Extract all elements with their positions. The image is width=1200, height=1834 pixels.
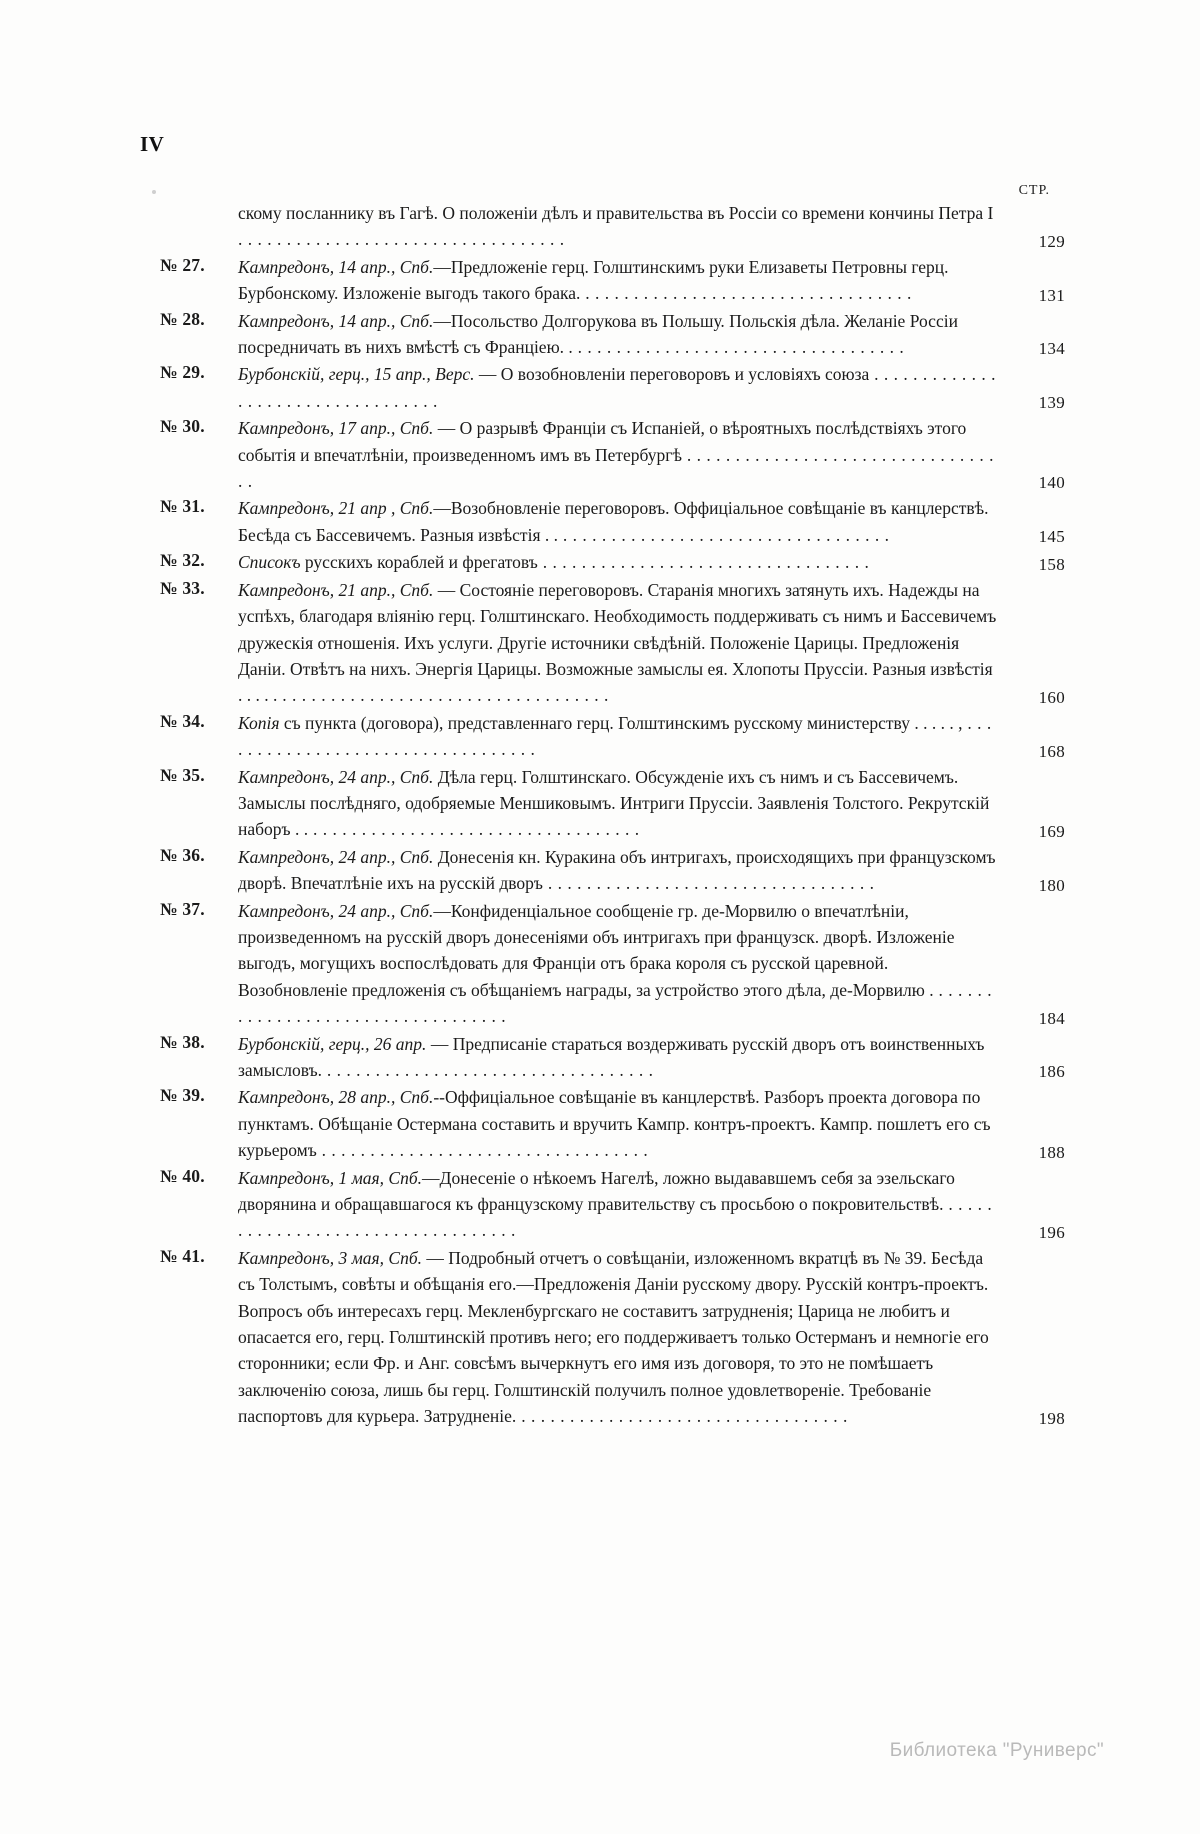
- toc-leader-dots: . . . . . . . . . . . . . . . . . . . . . . . . . . . . . . . . . .: [580, 283, 912, 304]
- toc-entry-number: № 33.: [160, 577, 205, 598]
- toc-entry-number: № 30.: [160, 416, 205, 437]
- toc-leader-dots: . . . . . . . . . . . . . . . . . . . . . . . . . . . . . . . . . .: [277, 685, 609, 706]
- toc-entry-source: Списокъ: [238, 552, 301, 573]
- toc-entry-source: Кампредонъ, 14 апр., Спб.: [238, 310, 434, 331]
- toc-entry-description: — О разрывѣ Франціи съ Испаніей, о вѣроятныхъ послѣдствіяхъ этого событія и впечатлѣніи, произведенномъ имъ въ Петербургѣ: [238, 418, 967, 465]
- toc-entry[interactable]: [160, 495, 1065, 548]
- toc-entry-text: [238, 1031, 1003, 1084]
- toc-entry-number: № 35.: [160, 764, 205, 785]
- toc-entry-text: [238, 710, 1003, 763]
- toc-leader-dots: . . . . . . . . . . . . . . . . . . . . . . . . . . . . . . . . . .: [572, 337, 905, 358]
- toc-entry-description: — Предписаніе стараться воздерживать русскій дворъ отъ воинственныхъ замысловъ.: [238, 1033, 985, 1080]
- toc-leader-dots: . . . . . . . . . . . . . . . . . . . . . . . . . . . . . . . . . .: [238, 712, 992, 760]
- toc-leader-dots: . . . . . . . . . . . . . . . . . . . . . . . . . . . . . . . . . .: [308, 819, 640, 840]
- toc-entry-page-number: 168: [1038, 741, 1065, 761]
- toc-leader-dots: . . . . . . . . . . . . . . . . . . . . . . . . . . . . . . . . . .: [316, 1140, 649, 1161]
- toc-entry-text: [238, 254, 1003, 307]
- toc-entry-page-number: 158: [1038, 554, 1065, 574]
- toc-entry-page-number: 184: [1038, 1008, 1065, 1028]
- toc-leader-dots: . . . . . . . . . . . . . . . . . . . . . . . . . . . . . . . . . .: [543, 873, 875, 894]
- toc-leader-dots: . . . . . . . . . . . . . . . . . . . . . . . . . . . . . . . . . .: [516, 1406, 848, 1427]
- toc-entry-source: Бурбонскій, герц., 26 апр.: [238, 1033, 427, 1054]
- toc-leader-dots: . . . . . . . . . . . . . . . . . . . . . . . . . . . . . . . . . .: [238, 979, 993, 1027]
- toc-entry-description: русскихъ кораблей и фрегатовъ: [300, 552, 538, 573]
- toc-leader-dots: . . . . . . . . . . . . . . . . . . . . . . . . . . . . . . . . . .: [238, 364, 997, 411]
- toc-entry-number: № 29.: [160, 362, 205, 383]
- toc-entry-number: № 28.: [160, 308, 205, 329]
- toc-entry[interactable]: [160, 361, 1065, 414]
- toc-entry-source: Копія: [238, 712, 280, 733]
- toc-entry-source: Кампредонъ, 3 мая, Спб.: [238, 1247, 423, 1268]
- toc-entry-number: № 38.: [160, 1031, 205, 1052]
- toc-entry[interactable]: [160, 1165, 1065, 1244]
- toc-entry-text: [238, 415, 1003, 494]
- toc-entry-text: [238, 495, 1003, 548]
- toc-entry-page-number: 131: [1038, 285, 1065, 305]
- toc-entry[interactable]: [160, 577, 1065, 709]
- toc-entry-number: № 37.: [160, 898, 205, 919]
- toc-entry-description: — Состояніе переговоровъ. Старанія многихъ затянуть ихъ. Надежды на успѣхъ, благодаря вліянію герц. Голштинскаго. Необходимость поддерживать съ нимъ и Бассевичемъ дружескія отношенія. Ихъ услуги. Другіе источники свѣдѣній. Положеніе Царицы. Предложенія Даніи. Отвѣтъ на нихъ. Энергія Царицы. Возможные замыслы ея. Хлопоты Пруссіи. Разныя извѣстія . . . . .: [238, 579, 997, 706]
- toc-entry[interactable]: [160, 549, 1065, 575]
- toc-entry-number: № 27.: [160, 254, 205, 275]
- toc-leader-dots: . . . . . . . . . . . . . . . . . . . . . . . . . . . . . . . . . .: [322, 1060, 654, 1080]
- toc-entry-number: № 32.: [160, 550, 205, 571]
- toc-entry-text: [238, 1165, 1003, 1244]
- toc-entry[interactable]: [160, 415, 1065, 494]
- toc-entry-page-number: 145: [1038, 527, 1065, 547]
- toc-entry-description: — Подробный отчетъ о совѣщаніи, изложенномъ вкратцѣ въ № 39. Бесѣда съ Толстымъ, совѣты и обѣщанія его.—Предложенія Даніи русскому двору. Русскій контръ-проектъ. Вопросъ объ интересахъ герц. Мекленбургскаго не составитъ затрудненія; Царица не любитъ и опасается его, герц. Голштинскій противъ него; его поддерживаетъ только Остерманъ и немногіе его сторонники; если Фр. и Анг. совсѣмъ вычеркнутъ его имя изъ договоря, то это не помѣшаетъ заключенію союза, лишь бы герц. Голштинскій получилъ полное удовлетвореніе. Требованіе паспортовъ для курьера. Затрудненіе.: [238, 1247, 989, 1427]
- page-folio: IV: [140, 132, 165, 156]
- toc-entry-source: Бурбонскій, герц., 15 апр., Верс.: [238, 364, 475, 385]
- toc-entry-description: скому посланнику въ Гагѣ. О положеніи дѣлъ и правительства въ Россіи со времени кончины Петра I: [238, 203, 994, 223]
- toc-leader-dots: . . . . . . . . . . . . . . . . . . . . . . . . . . . . . . . . . .: [238, 229, 565, 250]
- toc-entry[interactable]: [160, 764, 1065, 843]
- toc-entry[interactable]: [160, 308, 1065, 361]
- toc-leader-dots: . . . . . . . . . . . . . . . . . . . . . . . . . . . . . . . . . .: [558, 524, 890, 545]
- toc-entry-source: Кампредонъ, 28 апр., Спб.: [238, 1087, 434, 1108]
- toc-entry-number: № 40.: [160, 1165, 205, 1186]
- toc-entry[interactable]: [160, 200, 1065, 253]
- toc-entry-number: № 36.: [160, 844, 205, 865]
- toc-entry-number: № 34.: [160, 710, 205, 731]
- toc-entry-source: Кампредонъ, 24 апр., Спб.: [238, 846, 434, 867]
- toc-leader-dots: . . . . . . . . . . . . . . . . . . . . . . . . . . . . . . . . . .: [238, 444, 994, 492]
- toc-entry-description: —Посольство Долгорукова въ Польшу. Польскія дѣла. Желаніе Россіи посредничать въ нихъ вмѣстѣ съ Франціею. .: [238, 310, 958, 358]
- toc-entry-description: —Предложеніе герц. Голштинскимъ руки Елизаветы Петровны герц. Бурбонскому. Изложеніе выгодъ такого брака.: [238, 256, 949, 304]
- toc-entry-description: —Конфиденціальное сообщеніе гр. де-Морвилю о впечатлѣніи, произведенномъ на русскій дворъ донесеніями объ интригахъ при французск. дворѣ. Изложеніе выгодъ, могущихъ воспослѣдовать для Франціи отъ брака короля съ русской царевной. Возобновленіе предложенія съ обѣщаніемъ награды, за устройство этого дѣла, де-Морвилю .: [238, 900, 955, 1000]
- toc-entry[interactable]: [160, 710, 1065, 763]
- toc-entry-text: [238, 308, 1003, 361]
- toc-entry-number: № 39.: [160, 1085, 205, 1106]
- toc-entry-page-number: 129: [1038, 231, 1065, 251]
- toc-entry[interactable]: [160, 1084, 1065, 1163]
- toc-entry-page-number: 139: [1038, 393, 1065, 413]
- toc-entry[interactable]: [160, 1245, 1065, 1430]
- toc-entry-text: [238, 898, 1003, 1030]
- toc-entry-source: Кампредонъ, 17 апр., Спб.: [238, 418, 434, 439]
- toc-entry-page-number: 186: [1038, 1062, 1065, 1082]
- toc-entry-text: [238, 1084, 1003, 1163]
- toc-entry[interactable]: [160, 844, 1065, 897]
- toc-entry-description: — О возобновленіи переговоровъ и условіяхъ союза: [474, 364, 870, 385]
- toc-entry-text: [238, 361, 1003, 414]
- toc-entry-source: Кампредонъ, 14 апр., Спб.: [238, 256, 434, 277]
- toc-entry-source: Кампредонъ, 24 апр., Спб.: [238, 900, 434, 921]
- toc-entry-description: —Возобновленіе переговоровъ. Оффиціальное совѣщаніе въ канцлерствѣ. Бесѣда съ Бассевичемъ. Разныя извѣстія . .: [238, 498, 989, 545]
- toc-entry-text: [238, 1245, 1003, 1430]
- toc-entry-description: Дѣла герц. Голштинскаго. Обсужденіе ихъ съ нимъ и съ Бассевичемъ. Замыслы послѣдняго, одобряемые Меншиковымъ. Интриги Пруссіи. Заявленія Толстого. Рекрутскій наборъ . .: [238, 766, 990, 840]
- toc-leader-dots: . . . . . . . . . . . . . . . . . . . . . . . . . . . . . . . . . .: [537, 552, 870, 573]
- library-watermark: Библиотека "Руниверс": [889, 1740, 1104, 1761]
- toc-entry-page-number: 134: [1038, 339, 1065, 359]
- toc-entry-page-number: 169: [1038, 821, 1065, 841]
- toc-entry-text: [238, 549, 1003, 575]
- toc-entry-description: съ пункта (договора), представленнаго герц. Голштинскимъ русскому министерству . . . . . ,: [279, 712, 963, 733]
- toc-entry-source: Кампредонъ, 1 мая, Спб.: [238, 1167, 423, 1188]
- toc-entry-number: № 31.: [160, 496, 205, 517]
- toc-leader-dots: . . . . . . . . . . . . . . . . . . . . . . . . . . . . . . . . . .: [238, 1194, 993, 1241]
- toc-entry[interactable]: [160, 898, 1065, 1030]
- toc-entry-source: Кампредонъ, 21 апр , Спб.: [238, 498, 434, 519]
- toc-entry-page-number: 196: [1038, 1222, 1065, 1242]
- toc-entry-text: [238, 764, 1003, 843]
- column-header-page: СТР.: [1018, 183, 1050, 198]
- toc-entry-text: [238, 577, 1003, 709]
- toc-entry-description: Донесенія кн. Куракина объ интригахъ, происходящихъ при французскомъ дворѣ. Впечатлѣніе ихъ на русскій дворъ: [238, 846, 996, 894]
- toc-entry-source: Кампредонъ, 21 апр., Спб.: [238, 579, 434, 600]
- toc-entry-description: --Оффиціальное совѣщаніе въ канцлерствѣ. Разборъ проекта договора по пунктамъ. Обѣщаніе Остермана составить и вручить Кампр. контръ-проектъ. Кампр. пошлетъ его съ курьеромъ: [238, 1087, 991, 1161]
- toc-entry[interactable]: [160, 254, 1065, 307]
- toc-entry-text: [238, 200, 1003, 253]
- toc-entry[interactable]: [160, 1031, 1065, 1084]
- toc-entry-text: [238, 844, 1003, 897]
- table-of-contents: [160, 200, 1065, 1431]
- toc-entry-page-number: 180: [1038, 875, 1065, 895]
- toc-entry-page-number: 188: [1038, 1142, 1065, 1162]
- toc-entry-page-number: 140: [1038, 473, 1065, 493]
- toc-entry-number: № 41.: [160, 1245, 205, 1266]
- page-speck: [152, 190, 156, 194]
- toc-entry-page-number: 160: [1038, 687, 1065, 707]
- toc-entry-description: —Донесеніе о нѣкоемъ Нагелѣ, ложно выдававшемъ себя за эзельскаго дворянина и обращавшагося къ французскому правительству съ просьбою о покровительствѣ.: [238, 1167, 955, 1215]
- toc-entry-source: Кампредонъ, 24 апр., Спб.: [238, 766, 434, 787]
- toc-entry-page-number: 198: [1038, 1408, 1065, 1428]
